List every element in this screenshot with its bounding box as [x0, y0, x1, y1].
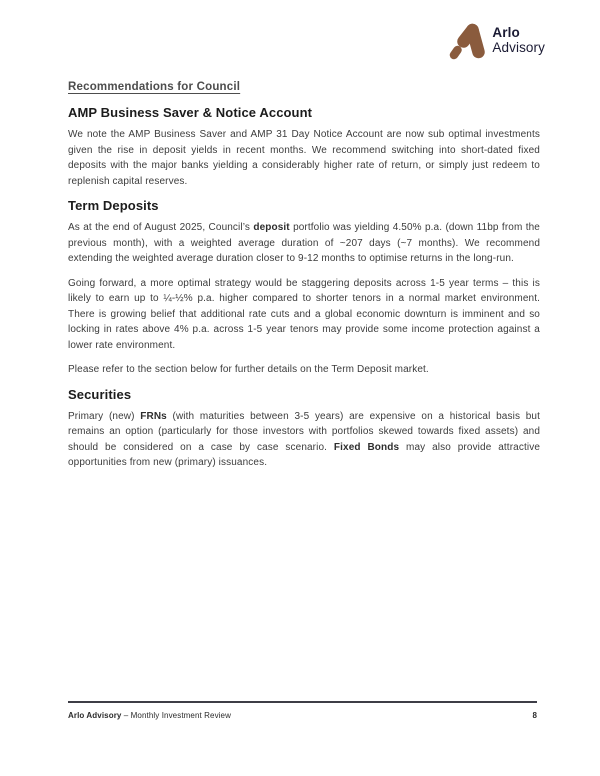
page-title: Recommendations for Council	[68, 81, 241, 93]
paragraph: Primary (new) FRNs (with maturities between 3-5 years) are expensive on a historical basis but remains an option (particularly for those investors with portfolios skewed towards fixed assets) and should be considered on a case by case scenario. Fixed Bonds may also provide attractive opportunities from new (primary) issuances.	[68, 410, 540, 468]
paragraph: We note the AMP Business Saver and AMP 31 Day Notice Account are now sub optimal investments given the rise in deposit yields in recent months. We recommend switching into short-dated fixed deposits with the major banks yielding a considerably higher rate of return, or simply just redeem to replenish capital reserves.	[68, 129, 540, 187]
paragraph: As at the end of August 2025, Council’s deposit portfolio was yielding 4.50% p.a. (down 11bp from the previous month), with a weighted average duration of ~207 days (~7 months). We recommend extending the weighted average duration closer to 9-12 months to optimise returns in the long-run.	[68, 222, 540, 264]
section-term-deposits	[68, 198, 540, 378]
section-heading: AMP Business Saver & Notice Account	[68, 105, 313, 120]
arlo-logo-mark	[449, 22, 487, 60]
paragraph: Going forward, a more optimal strategy would be staggering deposits across 1-5 year terms – this is likely to earn up to ¼-½% p.a. higher compared to shorter tenors in a normal market environment. There is growing belief that additional rate cuts and a global economic downturn is imminent and so locking in rates above 4% p.a. across 1-5 year tenors may provide some income protection against a lower rate environment.	[68, 277, 540, 351]
section-amp-business-saver	[68, 105, 540, 189]
page-number: 8	[532, 710, 537, 720]
section-heading: Term Deposits	[68, 198, 159, 213]
footer-subtitle: – Monthly Investment Review	[121, 710, 231, 720]
brand-name: Arlo	[492, 25, 520, 41]
report-content	[68, 81, 540, 480]
section-securities	[68, 387, 540, 471]
paragraph: Please refer to the section below for further details on the Term Deposit market.	[68, 364, 429, 375]
page-footer	[68, 701, 537, 720]
footer-divider	[68, 701, 537, 703]
brand-wordmark	[492, 26, 545, 55]
brand-suffix: Advisory	[492, 40, 545, 55]
footer-text	[68, 711, 231, 720]
footer-brand: Arlo Advisory	[68, 710, 122, 720]
brand-logo	[449, 22, 545, 60]
section-heading: Securities	[68, 386, 132, 402]
